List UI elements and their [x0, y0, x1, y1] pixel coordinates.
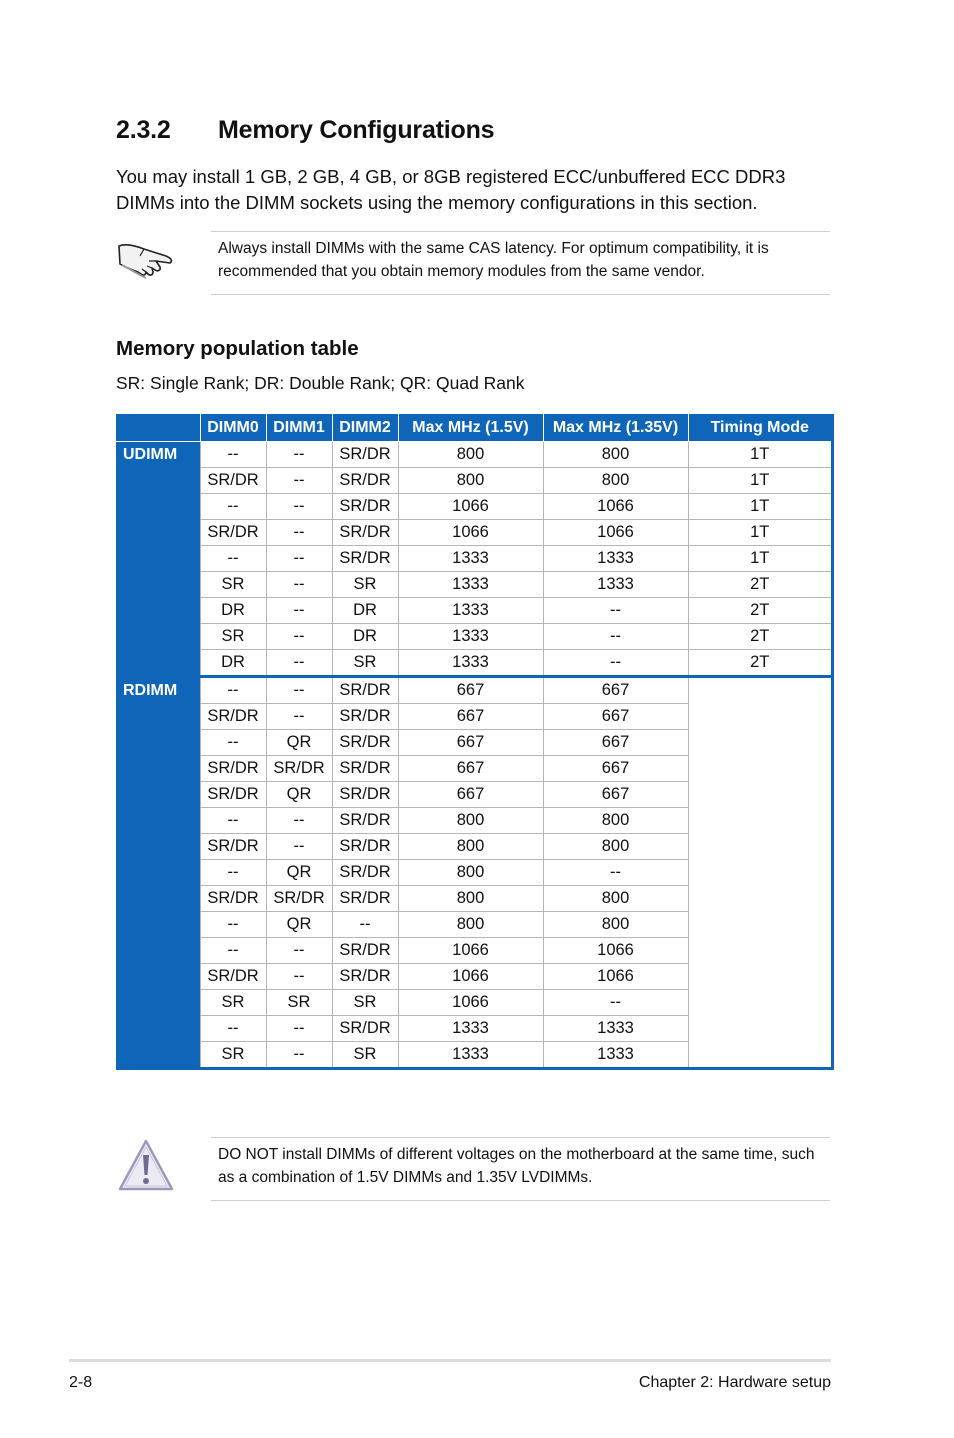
pointing-hand-icon — [116, 234, 178, 284]
header-dimm2: DIMM2 — [332, 414, 398, 442]
table-cell: -- — [266, 1042, 332, 1069]
table-cell: -- — [266, 677, 332, 704]
table-cell: SR/DR — [332, 704, 398, 730]
table-cell: -- — [266, 704, 332, 730]
header-dimm0: DIMM0 — [200, 414, 266, 442]
table-cell: 667 — [398, 756, 543, 782]
table-cell: SR/DR — [332, 938, 398, 964]
table-cell: 800 — [398, 886, 543, 912]
table-cell: SR/DR — [332, 677, 398, 704]
table-cell: 800 — [398, 808, 543, 834]
table-cell: 800 — [543, 442, 688, 468]
table-cell: SR/DR — [332, 756, 398, 782]
table-cell: 1333 — [543, 546, 688, 572]
memory-population-table — [116, 414, 834, 1070]
table-cell: SR/DR — [332, 546, 398, 572]
table-cell: -- — [266, 598, 332, 624]
table-cell: SR/DR — [200, 756, 266, 782]
table-cell: SR/DR — [332, 1016, 398, 1042]
table-cell: DR — [332, 624, 398, 650]
page-number: 2-8 — [69, 1374, 93, 1391]
table-cell: SR/DR — [266, 756, 332, 782]
table-row — [116, 520, 833, 546]
table-cell: 667 — [543, 730, 688, 756]
table-cell: 2T — [688, 598, 833, 624]
table-cell: -- — [200, 442, 266, 468]
header-dimm1: DIMM1 — [266, 414, 332, 442]
table-cell: 800 — [398, 834, 543, 860]
table-row — [116, 677, 833, 704]
table-header-row — [116, 414, 833, 442]
table-row — [116, 494, 833, 520]
table-cell: 667 — [543, 756, 688, 782]
table-cell: 667 — [398, 782, 543, 808]
table-cell: 2T — [688, 650, 833, 677]
table-cell: -- — [543, 598, 688, 624]
table-cell: SR — [200, 624, 266, 650]
table-cell: -- — [266, 624, 332, 650]
table-cell: -- — [266, 572, 332, 598]
rank-legend: SR: Single Rank; DR: Double Rank; QR: Quad Rank — [116, 373, 525, 393]
table-cell: SR/DR — [266, 886, 332, 912]
table-cell: 1333 — [398, 546, 543, 572]
table-cell: 800 — [543, 886, 688, 912]
table-cell: SR/DR — [200, 704, 266, 730]
table-cell: 1333 — [398, 1042, 543, 1069]
table-row — [116, 598, 833, 624]
header-corner — [116, 414, 200, 442]
section-title — [116, 116, 494, 145]
table-cell: QR — [266, 730, 332, 756]
table-cell: 667 — [543, 677, 688, 704]
table-cell: 1T — [688, 546, 833, 572]
table-row — [116, 572, 833, 598]
table-cell: SR/DR — [332, 886, 398, 912]
table-cell: 1333 — [398, 624, 543, 650]
table-cell: -- — [543, 990, 688, 1016]
table-heading: Memory population table — [116, 337, 359, 360]
table-cell: 1066 — [398, 938, 543, 964]
table-cell: -- — [266, 938, 332, 964]
group-label-rdimm: RDIMM — [116, 677, 200, 1069]
table-cell: SR — [200, 1042, 266, 1069]
table-cell: 800 — [543, 808, 688, 834]
table-cell: -- — [200, 938, 266, 964]
table-cell: 667 — [398, 730, 543, 756]
table-cell: SR — [332, 990, 398, 1016]
table-cell: -- — [266, 468, 332, 494]
table-cell: SR/DR — [200, 886, 266, 912]
table-cell: SR/DR — [332, 520, 398, 546]
table-row — [116, 650, 833, 677]
table-cell: SR/DR — [332, 442, 398, 468]
table-cell: SR/DR — [332, 834, 398, 860]
table-cell: 1T — [688, 468, 833, 494]
table-cell: 1T — [688, 442, 833, 468]
table-cell: 1066 — [398, 990, 543, 1016]
table-cell: 667 — [398, 704, 543, 730]
table-cell: 800 — [398, 912, 543, 938]
table-cell: -- — [200, 912, 266, 938]
table-cell: SR/DR — [332, 494, 398, 520]
table-cell: SR — [332, 1042, 398, 1069]
table-cell: 1333 — [543, 1016, 688, 1042]
table-cell: 1066 — [543, 520, 688, 546]
table-cell: -- — [266, 546, 332, 572]
chapter-label: Chapter 2: Hardware setup — [638, 1374, 831, 1391]
table-cell: 1066 — [398, 964, 543, 990]
table-cell: -- — [266, 442, 332, 468]
table-cell: -- — [200, 677, 266, 704]
table-cell: SR/DR — [332, 860, 398, 886]
table-cell: 2T — [688, 572, 833, 598]
table-cell: SR/DR — [332, 964, 398, 990]
table-cell: -- — [266, 834, 332, 860]
table-cell: SR/DR — [332, 730, 398, 756]
table-cell: -- — [266, 964, 332, 990]
caution-box — [211, 1137, 830, 1201]
section-title-text: Memory Configurations — [218, 116, 495, 144]
caution-text: DO NOT install DIMMs of different voltages on the motherboard at the same time, such as a combination of 1.5V DIMMs and 1.35V LVDIMMs. — [218, 1146, 815, 1186]
table-cell: -- — [543, 624, 688, 650]
table-cell: -- — [200, 1016, 266, 1042]
table-cell: 800 — [398, 860, 543, 886]
table-cell: -- — [200, 808, 266, 834]
table-cell: -- — [266, 1016, 332, 1042]
table-cell: 800 — [398, 468, 543, 494]
table-cell: SR — [200, 990, 266, 1016]
table-cell: DR — [200, 650, 266, 677]
table-cell: 1333 — [398, 650, 543, 677]
table-cell: -- — [332, 912, 398, 938]
table-cell: 1333 — [398, 1016, 543, 1042]
table-cell: QR — [266, 860, 332, 886]
table-cell: DR — [200, 598, 266, 624]
table-row — [116, 442, 833, 468]
table-cell: SR/DR — [332, 808, 398, 834]
table-row — [116, 546, 833, 572]
warning-icon — [116, 1137, 176, 1195]
header-max-mhz-135v: Max MHz (1.35V) — [543, 414, 688, 442]
table-cell: 1T — [688, 494, 833, 520]
table-cell: SR/DR — [200, 520, 266, 546]
table-cell: -- — [266, 808, 332, 834]
table-cell: 1066 — [398, 520, 543, 546]
header-max-mhz-15v: Max MHz (1.5V) — [398, 414, 543, 442]
table-cell: 1333 — [543, 1042, 688, 1069]
table-cell: SR/DR — [200, 834, 266, 860]
note-text: Always install DIMMs with the same CAS latency. For optimum compatibility, it is recommended that you obtain memory modules from the same vendor. — [218, 240, 769, 280]
table-cell: 1066 — [543, 938, 688, 964]
table-cell: 1T — [688, 520, 833, 546]
group-label-udimm: UDIMM — [116, 442, 200, 677]
table-cell: SR — [332, 572, 398, 598]
footer-divider — [69, 1359, 831, 1362]
table-cell: SR/DR — [200, 964, 266, 990]
table-row — [116, 468, 833, 494]
table-cell: 1333 — [398, 598, 543, 624]
table-cell: 800 — [543, 468, 688, 494]
table-cell: 667 — [543, 704, 688, 730]
table-cell: 800 — [543, 912, 688, 938]
section-number: 2.3.2 — [116, 116, 171, 144]
table-cell: SR/DR — [332, 782, 398, 808]
table-cell: 800 — [543, 834, 688, 860]
table-cell: 800 — [398, 442, 543, 468]
table-cell: 2T — [688, 624, 833, 650]
table-cell: 1066 — [543, 494, 688, 520]
table-cell: DR — [332, 598, 398, 624]
table-cell: 1333 — [398, 572, 543, 598]
table-cell: 1066 — [398, 494, 543, 520]
table-cell: SR — [332, 650, 398, 677]
table-cell: -- — [200, 730, 266, 756]
table-cell: SR/DR — [332, 468, 398, 494]
table-cell: -- — [200, 546, 266, 572]
table-cell: -- — [543, 860, 688, 886]
table-cell: SR/DR — [200, 468, 266, 494]
table-cell: 667 — [398, 677, 543, 704]
table-cell: QR — [266, 912, 332, 938]
table-cell: -- — [266, 650, 332, 677]
table-cell: -- — [200, 494, 266, 520]
table-cell: 667 — [543, 782, 688, 808]
table-cell: -- — [543, 650, 688, 677]
table-cell: 1333 — [543, 572, 688, 598]
table-cell: SR — [200, 572, 266, 598]
table-cell: QR — [266, 782, 332, 808]
table-cell: SR/DR — [200, 782, 266, 808]
note-box — [211, 231, 830, 295]
timing-mode-empty-cell — [688, 677, 833, 1069]
table-row — [116, 624, 833, 650]
table-cell: -- — [266, 520, 332, 546]
header-timing-mode: Timing Mode — [688, 414, 833, 442]
table-cell: 1066 — [543, 964, 688, 990]
table-cell: -- — [200, 860, 266, 886]
intro-paragraph: You may install 1 GB, 2 GB, 4 GB, or 8GB registered ECC/unbuffered ECC DDR3 DIMMs into the DIMM sockets using the memory configurations in this section. — [116, 166, 786, 213]
table-cell: SR — [266, 990, 332, 1016]
table-cell: -- — [266, 494, 332, 520]
